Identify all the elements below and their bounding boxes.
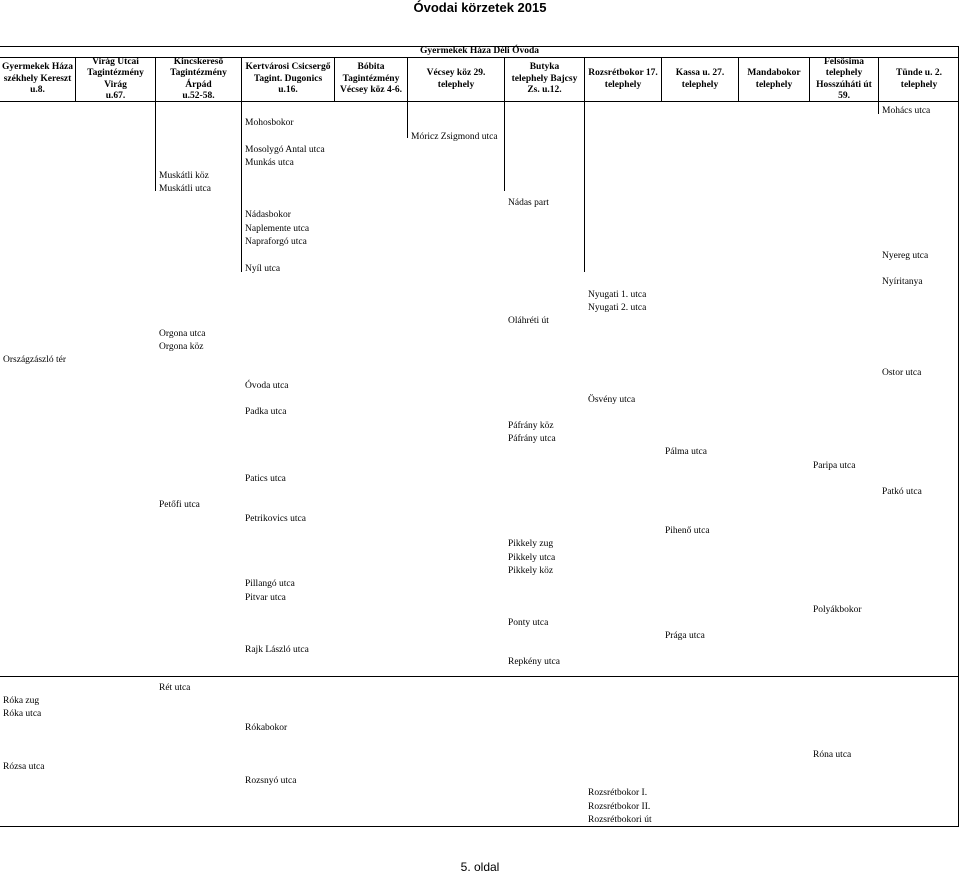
street-label: Nádas part	[508, 198, 549, 208]
street-label: Pihenő utca	[665, 526, 710, 536]
street-label: Orgona utca	[159, 329, 206, 339]
column-header-row	[0, 57, 959, 102]
street-label: Nyugati 2. utca	[588, 303, 647, 313]
street-label: Mohosbokor	[245, 118, 294, 128]
street-label: Róka utca	[3, 709, 42, 719]
street-label: Rozsrétbokor I.	[588, 788, 648, 798]
street-label: Rét utca	[159, 683, 191, 693]
column-header-line: Vécsey köz 29.	[426, 68, 486, 78]
street-label: Nyíl utca	[245, 264, 281, 274]
street-label: Pikkely zug	[508, 539, 554, 549]
page-number: 5. oldal	[460, 860, 500, 874]
column-header	[0, 58, 75, 101]
street-label: Páfrány köz	[508, 421, 554, 431]
column-header-line: Kassa u. 27.	[675, 68, 725, 78]
column-header-line: Virág Utcai	[92, 56, 139, 67]
page-title: Óvodai körzetek 2015	[413, 0, 547, 15]
street-label: Padka utca	[245, 407, 287, 417]
street-label: Munkás utca	[245, 158, 294, 168]
row-divider	[0, 826, 959, 827]
column-header	[661, 58, 738, 101]
column-header-line: Tagintézmény Virág	[87, 68, 144, 90]
street-label: Nyereg utca	[882, 251, 929, 261]
street-label: Rajk László utca	[245, 645, 309, 655]
street-label: Muskátli utca	[159, 184, 211, 194]
table-frame	[0, 46, 959, 827]
street-label: Rozsnyó utca	[245, 776, 297, 786]
street-label: Móricz Zsigmond utca	[411, 132, 498, 142]
street-label: Polyákbokor	[813, 605, 862, 615]
column-header-line: Mandabokor	[747, 68, 801, 78]
column-header-line: Bóbita	[357, 62, 385, 73]
column-header	[155, 58, 241, 101]
column-header	[878, 58, 959, 101]
column-header-line: Felsősima	[823, 56, 865, 67]
street-label: Rozsrétbokor II.	[588, 802, 651, 812]
column-divider	[878, 102, 879, 114]
column-header	[738, 58, 809, 101]
street-label: Ponty utca	[508, 618, 549, 628]
street-label: Oláhréti út	[508, 316, 549, 326]
street-label: Napraforgó utca	[245, 237, 307, 247]
street-label: Pálma utca	[665, 447, 707, 457]
street-label: Pikkely köz	[508, 566, 554, 576]
column-header-line: telephely	[755, 79, 793, 90]
street-label: Róka zug	[3, 696, 40, 706]
column-header	[241, 58, 334, 101]
street-label: Nádasbokor	[245, 210, 291, 220]
street-label: Patics utca	[245, 474, 286, 484]
column-header-line: Tagintézmény	[342, 73, 400, 84]
column-header	[334, 58, 407, 101]
column-header-line: Hosszúháti út 59.	[816, 79, 872, 101]
column-divider	[155, 102, 156, 191]
row-divider	[0, 676, 959, 677]
street-label: Pikkely utca	[508, 553, 556, 563]
street-label: Mohács utca	[882, 106, 931, 116]
column-divider	[504, 102, 505, 191]
street-label: Petrikovics utca	[245, 514, 306, 524]
column-header	[75, 58, 155, 101]
column-header-line: Tagint. Dugonics u.16.	[253, 73, 323, 96]
column-header-line: u.67.	[105, 91, 126, 101]
column-header-line: telephely	[825, 68, 863, 78]
street-label: Róna utca	[813, 750, 852, 760]
column-header-line: Rozsrétbokor 17.	[588, 68, 658, 78]
street-label: Mosolygó Antal utca	[245, 145, 325, 155]
street-label: Muskátli köz	[159, 171, 209, 181]
column-header-line: Kincskereső	[173, 56, 224, 67]
column-divider	[241, 102, 242, 272]
column-header-line: Zs. u.12.	[527, 85, 562, 96]
street-label: Óvoda utca	[245, 381, 289, 391]
column-header-line: Tagintézmény Árpád	[170, 68, 227, 90]
column-divider	[584, 102, 585, 272]
street-label: Repkény utca	[508, 657, 560, 667]
street-label: Prága utca	[665, 631, 705, 641]
street-label: Páfrány utca	[508, 434, 556, 444]
street-label: Ostor utca	[882, 368, 922, 378]
street-label: Nyugati 1. utca	[588, 290, 647, 300]
column-header-line: Gyermekek Háza	[2, 62, 73, 73]
street-label: Pillangó utca	[245, 579, 295, 589]
street-label: Nyíritanya	[882, 277, 923, 287]
column-header-line: u.8.	[30, 85, 45, 96]
street-label: Ösvény utca	[588, 395, 636, 405]
column-header-line: Kertvárosi Csicsergő	[245, 62, 331, 73]
street-label: Naplemente utca	[245, 224, 310, 234]
column-header-line: Butyka	[529, 62, 560, 73]
column-header-line: u.52-58.	[182, 91, 215, 101]
column-header-line: telephely Bajcsy	[511, 73, 578, 84]
column-header-line: telephely	[900, 79, 938, 90]
column-header	[809, 58, 878, 101]
street-label: Rózsa utca	[3, 762, 45, 772]
street-label: Patkó utca	[882, 487, 922, 497]
group-header: Gyermekek Háza Déli Óvoda	[420, 46, 539, 56]
street-label: Orgona köz	[159, 342, 204, 352]
column-divider	[407, 102, 408, 138]
column-header-line: Vécsey köz 4-6.	[340, 85, 402, 96]
street-label: Petőfi utca	[159, 500, 200, 510]
column-header	[504, 58, 584, 101]
column-header	[407, 58, 504, 101]
column-header-line: székhely Kereszt	[3, 73, 72, 84]
column-header-line: Tünde u. 2.	[896, 68, 942, 78]
column-header	[584, 58, 661, 101]
street-label: Rozsrétbokori út	[588, 815, 652, 825]
column-header-line: telephely	[437, 79, 475, 90]
street-label: Rókabokor	[245, 723, 288, 733]
street-label: Pitvar utca	[245, 593, 286, 603]
column-header-line: telephely	[604, 79, 642, 90]
street-label: Paripa utca	[813, 461, 856, 471]
street-label: Országzászló tér	[3, 355, 67, 365]
column-header-line: telephely	[681, 79, 719, 90]
